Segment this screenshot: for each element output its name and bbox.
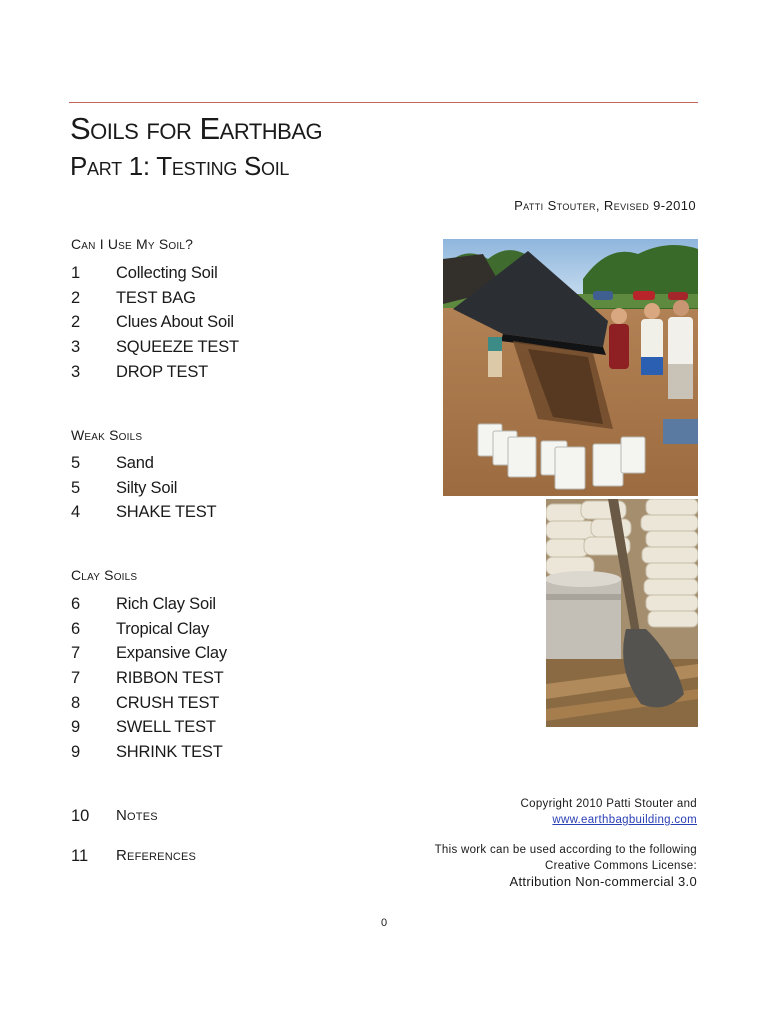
toc-label: Silty Soil — [116, 478, 178, 497]
toc-page-number: 5 — [71, 478, 81, 497]
toc-entry[interactable] — [71, 360, 331, 385]
toc-page-number: 1 — [71, 264, 81, 282]
document-subtitle: Part 1: Testing Soil — [70, 151, 290, 181]
toc-label: SHRINK TEST — [116, 743, 223, 762]
toc-entry[interactable] — [71, 617, 331, 642]
toc-entry[interactable] — [71, 715, 331, 740]
toc-list-weak-soils — [71, 451, 331, 525]
toc-entry[interactable] — [71, 592, 331, 617]
section-heading-clay-soils: Clay Soils — [71, 567, 138, 583]
toc-page-number: 2 — [71, 313, 81, 332]
toc-label: SWELL TEST — [116, 718, 216, 737]
toc-page-number: 8 — [71, 693, 81, 712]
toc-entry[interactable] — [71, 335, 331, 360]
toc-page-number: 3 — [71, 362, 81, 381]
toc-entry-notes[interactable] — [71, 807, 158, 826]
toc-label: Rich Clay Soil — [116, 595, 216, 613]
toc-page-number: 3 — [71, 338, 81, 357]
toc-entry-references[interactable] — [71, 847, 196, 866]
toc-entry[interactable] — [71, 451, 331, 476]
toc-page-number: 10 — [71, 807, 90, 825]
toc-label: TEST BAG — [116, 288, 196, 307]
toc-entry[interactable] — [71, 641, 331, 666]
toc-list-can-i-use — [71, 261, 331, 384]
toc-label: DROP TEST — [116, 362, 209, 381]
toc-entry[interactable] — [71, 261, 331, 286]
toc-entry[interactable] — [71, 666, 331, 691]
toc-entry[interactable] — [71, 740, 331, 765]
document-title: Soils for Earthbag — [70, 111, 323, 146]
toc-label: Clues About Soil — [116, 313, 234, 332]
author-byline: Patti Stouter, Revised 9-2010 — [514, 198, 696, 213]
license-type-label: Creative Commons License: — [545, 860, 697, 872]
toc-page-number: 9 — [71, 743, 81, 762]
toc-label: References — [116, 847, 197, 864]
copyright-block — [521, 796, 697, 828]
page-number: 0 — [380, 917, 388, 929]
toc-label: RIBBON TEST — [116, 669, 224, 688]
license-block — [435, 842, 697, 890]
section-heading-weak-soils: Weak Soils — [71, 427, 143, 443]
toc-entry[interactable] — [71, 286, 331, 311]
website-link[interactable]: www.earthbagbuilding.com — [552, 814, 697, 826]
toc-label: Tropical Clay — [116, 619, 210, 638]
license-name: Attribution Non-commercial 3.0 — [509, 874, 697, 889]
toc-label: Collecting Soil — [116, 264, 218, 282]
toc-entry[interactable] — [71, 476, 331, 501]
header-rule — [69, 102, 698, 103]
toc-page-number: 6 — [71, 595, 81, 613]
toc-page-number: 7 — [71, 644, 81, 663]
toc-entry[interactable] — [71, 691, 331, 716]
copyright-text: Copyright 2010 Patti Stouter and — [520, 798, 697, 810]
section-heading-can-i-use: Can I Use My Soil? — [71, 236, 194, 252]
toc-page-number: 2 — [71, 288, 81, 307]
toc-label: SHAKE TEST — [116, 503, 217, 522]
toc-page-number: 4 — [71, 503, 81, 522]
toc-entry[interactable] — [71, 500, 331, 525]
toc-label: Expansive Clay — [116, 644, 227, 663]
toc-list-clay-soils — [71, 592, 331, 765]
toc-page-number: 9 — [71, 718, 81, 737]
toc-label: Sand — [116, 454, 154, 472]
toc-label: SQUEEZE TEST — [116, 338, 239, 357]
photo-sandbags-and-shovel — [546, 499, 698, 727]
photo-excavator-filling-buckets — [443, 239, 698, 496]
toc-page-number: 5 — [71, 454, 81, 472]
toc-page-number: 6 — [71, 619, 81, 638]
toc-page-number: 11 — [71, 847, 89, 865]
toc-label: Notes — [116, 807, 158, 824]
toc-entry[interactable] — [71, 310, 331, 335]
toc-page-number: 7 — [71, 669, 81, 688]
toc-label: CRUSH TEST — [116, 693, 220, 712]
license-intro: This work can be used according to the following — [434, 844, 697, 856]
